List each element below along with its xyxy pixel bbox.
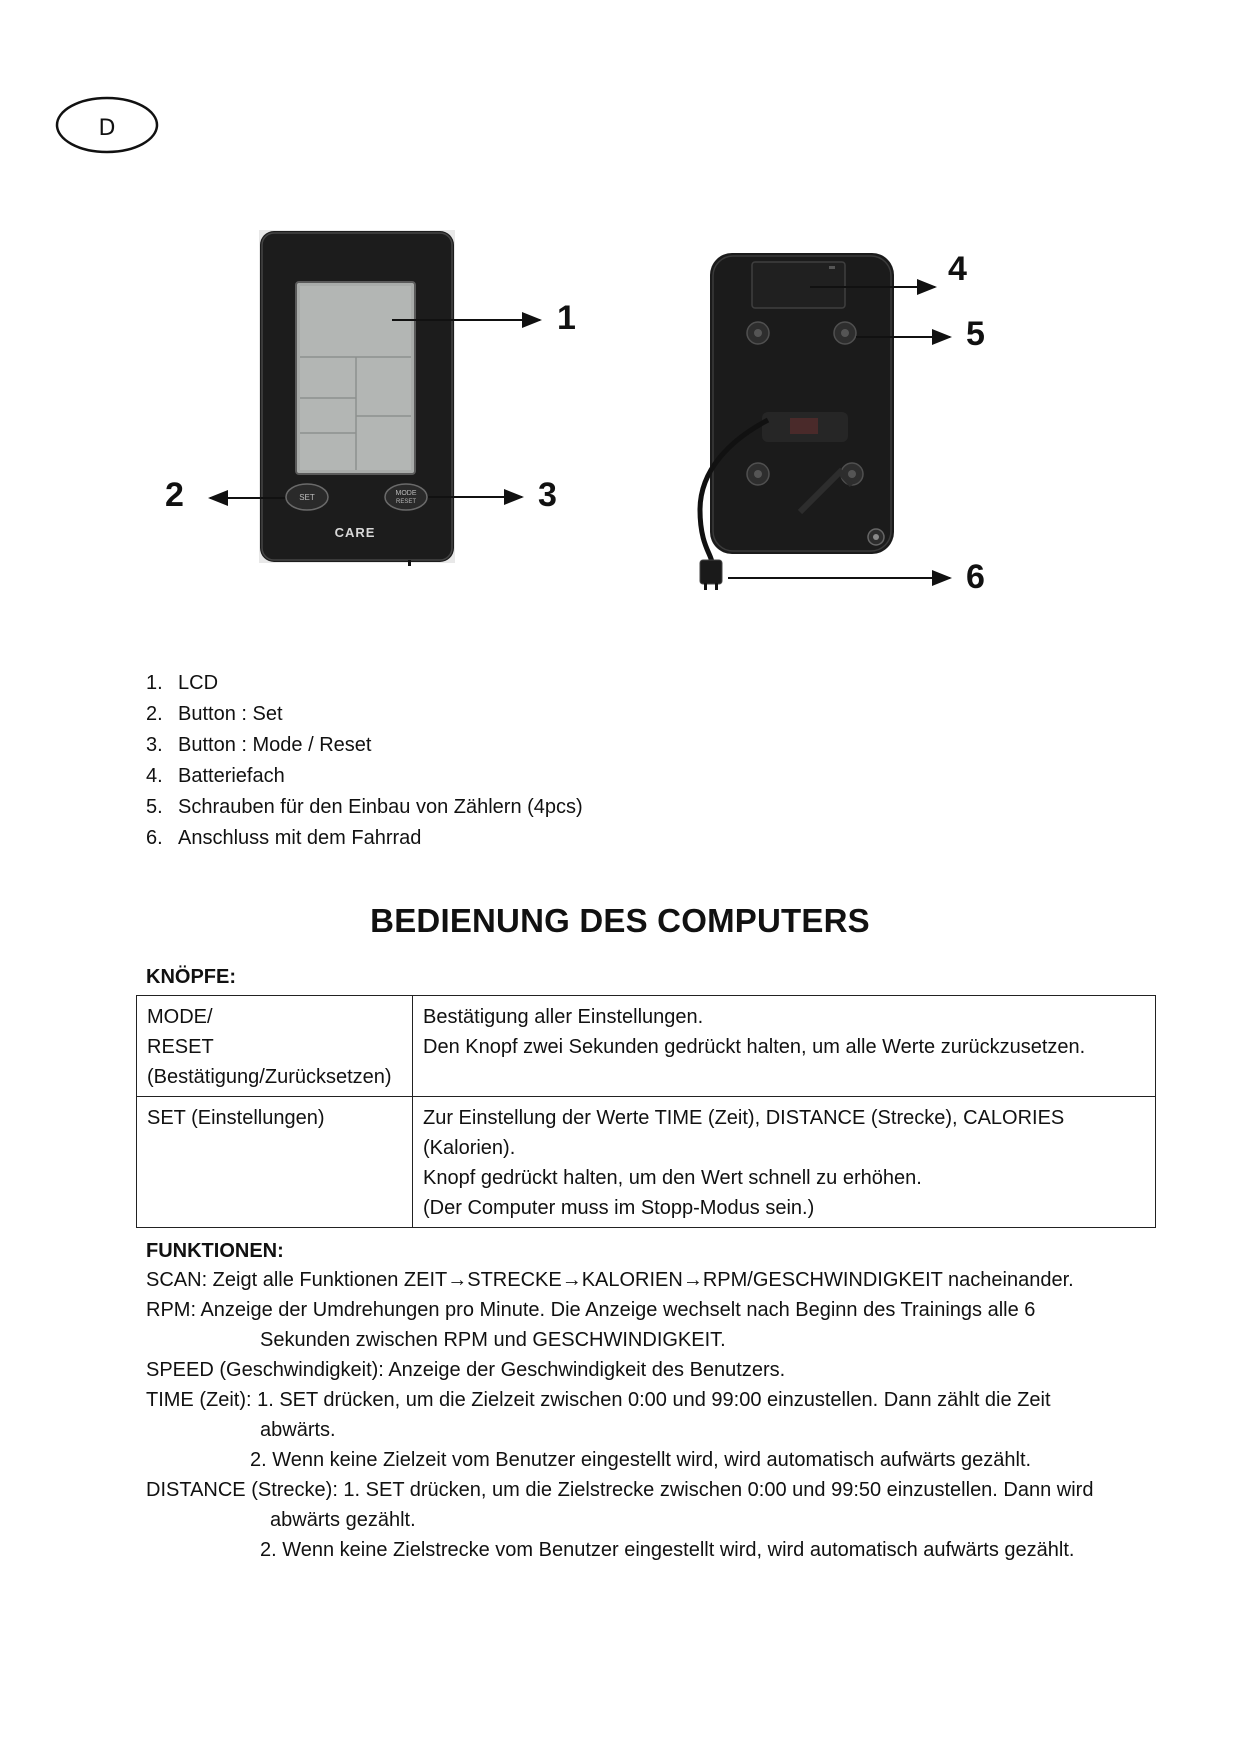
parts-list-label: Button : Set — [178, 703, 283, 725]
callout-number-3: 3 — [538, 476, 557, 514]
button-name-line: RESET — [147, 1036, 214, 1058]
callout-number-5: 5 — [966, 315, 985, 353]
function-line-time-2: 2. Wenn keine Zielzeit vom Benutzer eingestellt wird, wird automatisch aufwärts gezählt. — [250, 1449, 1032, 1471]
parts-list-number: 4. — [146, 765, 163, 787]
callout-number-6: 6 — [966, 558, 985, 596]
button-description-line: Bestätigung aller Einstellungen. — [423, 1006, 704, 1028]
button-description-line: Zur Einstellung der Werte TIME (Zeit), DISTANCE (Strecke), CALORIES — [423, 1107, 1065, 1129]
parts-list-label: Button : Mode / Reset — [178, 734, 372, 756]
parts-list-number: 2. — [146, 703, 163, 725]
parts-list-label: Batteriefach — [178, 765, 285, 787]
buttons-title: KNÖPFE: — [146, 966, 236, 988]
function-line-distance-cont: abwärts gezählt. — [270, 1509, 416, 1531]
button-description-line: Den Knopf zwei Sekunden gedrückt halten, um alle Werte zurückzusetzen. — [423, 1036, 1086, 1058]
callout-number-2: 2 — [165, 476, 184, 514]
function-line-rpm-cont: Sekunden zwischen RPM und GESCHWINDIGKEIT. — [260, 1329, 726, 1351]
callout-number-4: 4 — [948, 250, 967, 288]
function-line-time-cont: abwärts. — [260, 1419, 336, 1441]
button-description-line: Knopf gedrückt halten, um den Wert schnell zu erhöhen. — [423, 1167, 922, 1189]
button-name-line: (Bestätigung/Zurücksetzen) — [147, 1066, 392, 1088]
button-description-line: (Kalorien). — [423, 1137, 516, 1159]
parts-list-label: Anschluss mit dem Fahrrad — [178, 827, 422, 849]
function-line-scan: SCAN: Zeigt alle Funktionen ZEIT→STRECKE→KALORIEN→RPM/GESCHWINDIGKEIT nacheinander. — [146, 1269, 1074, 1291]
section-heading: BEDIENUNG DES COMPUTERS — [370, 902, 870, 939]
button-name-line: SET (Einstellungen) — [147, 1107, 325, 1129]
button-description-line: (Der Computer muss im Stopp-Modus sein.) — [423, 1197, 815, 1219]
brand-logo: CARE — [334, 525, 376, 540]
function-line-speed: SPEED (Geschwindigkeit): Anzeige der Geschwindigkeit des Benutzers. — [146, 1359, 786, 1381]
parts-list-label: Schrauben für den Einbau von Zählern (4pcs) — [178, 796, 583, 818]
function-line-distance: DISTANCE (Strecke): 1. SET drücken, um die Zielstrecke zwischen 0:00 und 99:50 einzustellen. Dann wird — [146, 1479, 1094, 1501]
mode-button-label: MODE — [395, 490, 417, 497]
parts-list-label: LCD — [178, 672, 219, 694]
function-line-distance-2: 2. Wenn keine Zielstrecke vom Benutzer eingestellt wird, wird automatisch aufwärts gezählt. — [260, 1539, 1075, 1561]
functions-title: FUNKTIONEN: — [146, 1240, 284, 1262]
language-badge-letter: D — [98, 115, 116, 141]
callout-number-1: 1 — [557, 299, 576, 337]
parts-list-number: 5. — [146, 796, 163, 818]
parts-list-number: 6. — [146, 827, 163, 849]
parts-list-number: 1. — [146, 672, 163, 694]
parts-list-number: 3. — [146, 734, 163, 756]
function-line-time: TIME (Zeit): 1. SET drücken, um die Zielzeit zwischen 0:00 und 99:00 einzustellen. Dann zählt die Zeit — [146, 1389, 1051, 1411]
function-line-rpm: RPM: Anzeige der Umdrehungen pro Minute. Die Anzeige wechselt nach Beginn des Trainings alle 6 — [146, 1299, 1036, 1321]
button-name-line: MODE/ — [147, 1006, 213, 1028]
reset-button-label: RESET — [395, 499, 417, 505]
set-button-label: SET — [299, 493, 315, 502]
